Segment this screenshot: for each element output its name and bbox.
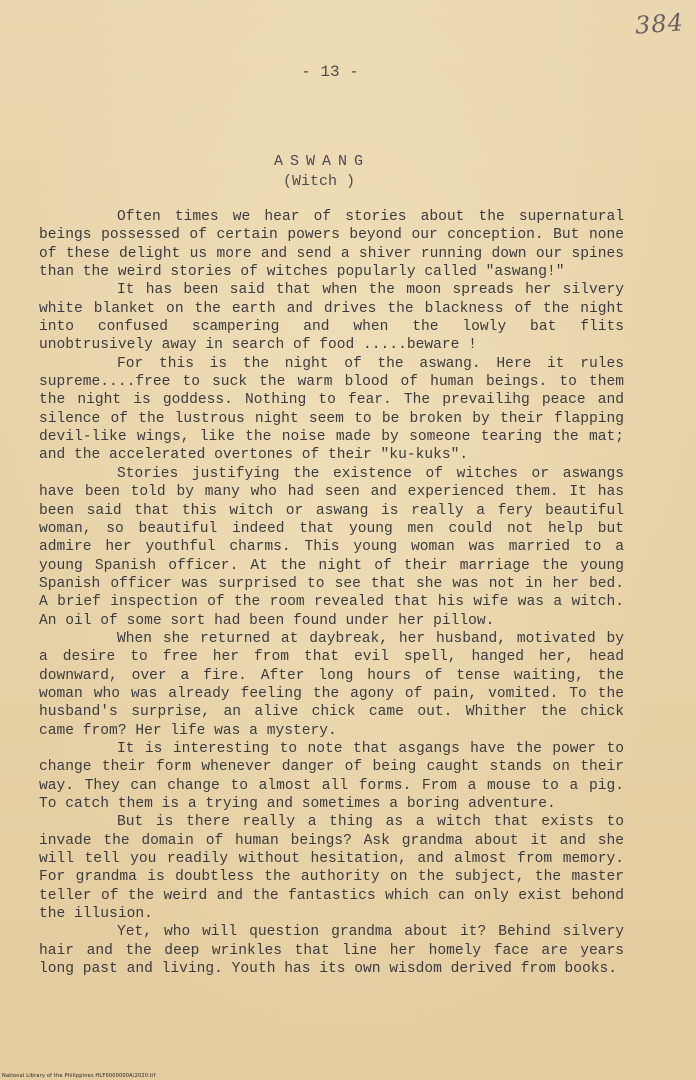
paragraph-6: It is interesting to note that asgangs have the power to change their form whenever danger of being caught stands on their way. They can change to almost all forms. From a mouse to a pig. To catch them is a trying and sometimes a boring adventure. [39,740,624,812]
paragraph-1: Often times we hear of stories about the supernatural beings possessed of certain powers beyond our conception. But none of these delight us more and send a shiver running down our spines than the weird stories of witches popularly called "aswang!" [39,209,624,281]
paragraph-8: Yet, who will question grandma about it? Behind silvery hair and the deep wrinkles that line her homely face are years long past and living. Youth has its own wisdom derived from books. [39,924,624,978]
page-number: - 13 - [301,63,359,81]
document-title: ASWANG [274,153,371,170]
body-text [39,208,624,978]
paragraph-5: When she returned at daybreak, her husband, motivated by a desire to free her from that evil spell, hanged her, head downward, over a fire. After long hours of tense waiting, the woman who was already feeling the agony of pain, vomited. To the husband's surprise, an alive chick came out. Whither the chick came from? Her life was a mystery. [39,630,624,739]
paragraph-3: For this is the night of the aswang. Here it rules supreme....free to suck the warm blood of human beings. to them the night is goddess. Nothing to fear. The prevailihg peace and silence of the lustrous night seem to be broken by their flapping devil-like wings, like the noise made by someone tearing the mat; and the accelerated overtones of their "ku-kuks". [39,355,624,464]
handwritten-page-mark: 384 [634,8,685,40]
paragraph-2: It has been said that when the moon spreads her silvery white blanket on the earth and drives the blackness of the night into confused scampering and when the lowly bat flits unobtrusively away in search of food .....beware ! [39,282,624,354]
library-footer: National Library of the Philippines HLF0000000A/2020.tif [2,1073,156,1079]
paragraph-7: But is there really a thing as a witch that exists to invade the domain of human beings? Ask grandma about it and she will tell you readily without hesitation, and almost from memory. For grandma is doubtless the authority on the subject, the master teller of the weird and the fantastics which can only exist behond the illusion. [39,814,624,923]
paragraph-4: Stories justifying the existence of witches or aswangs have been told by many who had seen and experienced them. It has been said that this witch or aswang is really a fery beautiful woman, so beautiful indeed that young men could not help but admire her youthful charms. This young woman was married to a young Spanish officer. At the night of their marriage the young Spanish officer was surprised to see that she was not in her bed. A brief inspection of the room revealed that his wife was a witch. An oil of some sort had been found under her pillow. [39,465,624,629]
document-subtitle: (Witch ) [283,173,356,190]
